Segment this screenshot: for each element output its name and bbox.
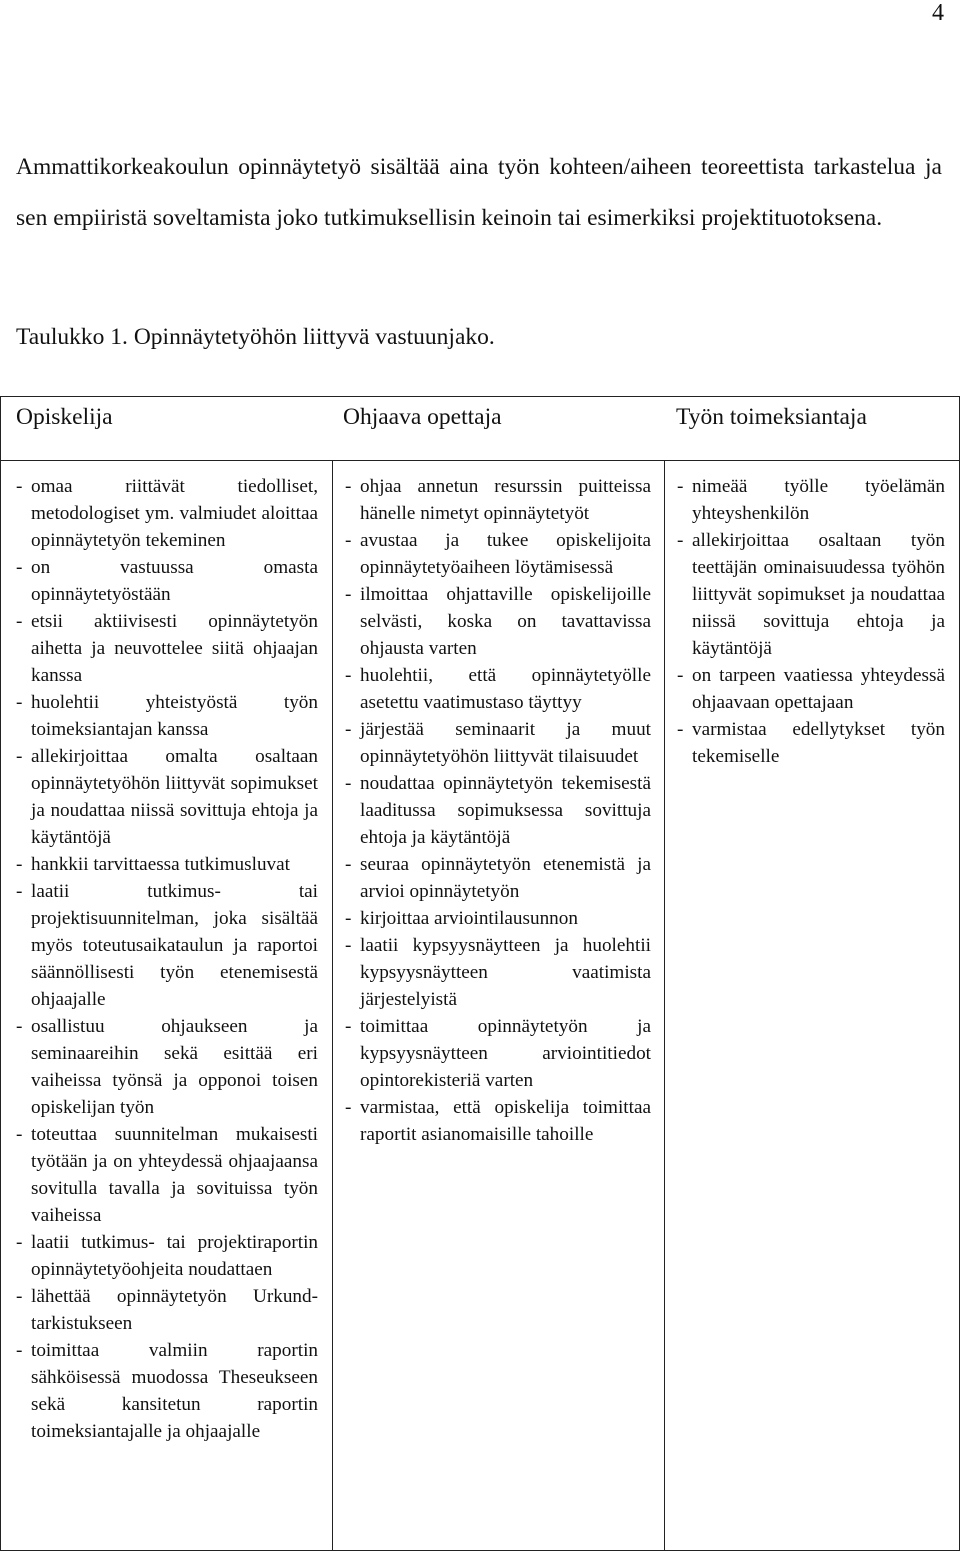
list-item-text: noudattaa opinnäytetyön tekemisestä laaditussa sopimuksessa sovittuja ehtoja ja käytäntöjä [360,773,651,848]
list-item [345,716,651,770]
list-item-text: laatii tutkimus- tai projektisuunnitelman, joka sisältää myös toteutusaikataulun ja raportoi säännöllisesti työn etenemisestä ohjaajalle [31,881,318,1010]
list-item [345,932,651,1013]
header-opiskelija: Opiskelija [16,404,113,430]
bullet-dash: - [16,1340,23,1361]
bullet-dash: - [16,854,23,875]
list-item [345,662,651,716]
list-item-text: toimittaa valmiin raportin sähköisessä muodossa Theseukseen sekä kansitetun raportin toimeksiantajalle ja ohjaajalle [31,1340,318,1442]
bullet-dash: - [677,476,684,497]
list-item [677,473,945,527]
list-item-text: lähettää opinnäytetyön Urkund-tarkistukseen [31,1286,318,1334]
list-item-text: järjestää seminaarit ja muut opinnäytetyöhön liittyvät tilaisuudet [360,719,651,767]
bullet-dash: - [16,881,23,902]
bullet-dash: - [16,611,23,632]
list-item-text: osallistuu ohjaukseen ja seminaareihin sekä esittää eri vaiheissa työnsä ja opponoi toisen opiskelijan työn [31,1016,318,1118]
list-item [16,554,318,608]
list-item-text: huolehtii, että opinnäytetyölle asetettu vaatimustaso täyttyy [360,665,651,713]
bullet-dash: - [16,746,23,767]
table-caption-label: Taulukko 1. [16,324,128,350]
bullet-dash: - [345,1016,352,1037]
column-ohjaava-opettaja [345,473,651,1148]
bullet-dash: - [345,908,352,929]
list-item [16,743,318,851]
list-item [16,1229,318,1283]
bullet-dash: - [16,557,23,578]
list-item [677,662,945,716]
list-item [345,1013,651,1094]
bullet-dash: - [677,530,684,551]
list-item [677,527,945,662]
list-item [345,473,651,527]
list-item-text: omaa riittävät tiedolliset, metodologiset ym. valmiudet aloittaa opinnäytetyön tekeminen [31,476,318,551]
bullet-dash: - [16,1232,23,1253]
list-item-text: kirjoittaa arviointilausunnon [360,908,578,929]
page-number: 4 [932,0,944,26]
list-item [677,716,945,770]
list-item [345,851,651,905]
list-item [16,689,318,743]
bullet-dash: - [345,854,352,875]
column-opiskelija [16,473,318,1445]
table-caption-text: Opinnäytetyöhön liittyvä vastuunjako. [133,324,495,350]
list-item [345,1094,651,1148]
bullet-dash: - [345,476,352,497]
bullet-dash: - [345,719,352,740]
bullet-dash: - [16,1286,23,1307]
table-header-row [1,397,959,461]
list-item [16,1121,318,1229]
list-item [16,608,318,689]
bullet-dash: - [16,1016,23,1037]
responsibility-list [677,473,945,770]
list-item [345,905,651,932]
bullet-dash: - [345,1097,352,1118]
bullet-dash: - [345,935,352,956]
list-item [345,527,651,581]
list-item-text: nimeää työlle työelämän yhteyshenkilön [692,476,945,524]
list-item-text: ilmoittaa ohjattaville opiskelijoille selvästi, koska on tavattavissa ohjausta varten [360,584,651,659]
table-caption [16,315,495,359]
list-item [345,581,651,662]
intro-paragraph: Ammattikorkeakoulun opinnäytetyö sisältää aina työn kohteen/aiheen teoreettista tarkastelua ja sen empiiristä soveltamista joko tutkimuksellisin keinoin tai esimerkiksi projektituotoksena. [16,154,942,231]
header-ohjaava-opettaja: Ohjaava opettaja [343,404,502,430]
list-item [345,770,651,851]
bullet-dash: - [345,773,352,794]
header-tyon-toimeksiantaja: Työn toimeksiantaja [676,404,867,430]
list-item-text: laatii kypsyysnäytteen ja huolehtii kypsyysnäytteen vaatimista järjestelyistä [360,935,651,1010]
list-item-text: etsii aktiivisesti opinnäytetyön aihetta ja neuvottelee siitä ohjaajan kanssa [31,611,318,686]
list-item-text: avustaa ja tukee opiskelijoita opinnäytetyöaiheen löytämisessä [360,530,651,578]
bullet-dash: - [677,665,684,686]
responsibility-list [345,473,651,1148]
list-item-text: hankkii tarvittaessa tutkimusluvat [31,854,290,875]
list-item [16,1013,318,1121]
column-tyon-toimeksiantaja [677,473,945,770]
responsibility-list [16,473,318,1445]
bullet-dash: - [345,584,352,605]
list-item-text: varmistaa, että opiskelija toimittaa raportit asianomaisille tahoille [360,1097,651,1145]
list-item-text: allekirjoittaa omalta osaltaan opinnäytetyöhön liittyvät sopimukset ja noudattaa niissä sovittuja ehtoja ja käytäntöjä [31,746,318,848]
list-item-text: on tarpeen vaatiessa yhteydessä ohjaavaan opettajaan [692,665,945,713]
list-item [16,1337,318,1445]
list-item-text: seuraa opinnäytetyön etenemistä ja arvioi opinnäytetyön [360,854,651,902]
list-item-text: toteuttaa suunnitelman mukaisesti työtään ja on yhteydessä ohjaajaansa sovitulla tavalla ja sovituissa työn vaiheissa [31,1124,318,1226]
list-item [16,851,318,878]
list-item [16,1283,318,1337]
list-item-text: huolehtii yhteistyöstä työn toimeksiantajan kanssa [31,692,318,740]
bullet-dash: - [16,476,23,497]
bullet-dash: - [16,1124,23,1145]
bullet-dash: - [345,530,352,551]
list-item [16,878,318,1013]
list-item-text: ohjaa annetun resurssin puitteissa hänelle nimetyt opinnäytetyöt [360,476,651,524]
bullet-dash: - [677,719,684,740]
list-item-text: laatii tutkimus- tai projektiraportin opinnäytetyöohjeita noudattaen [31,1232,318,1280]
responsibility-table [0,396,960,1551]
list-item [16,473,318,554]
column-divider [332,461,333,1550]
bullet-dash: - [16,692,23,713]
bullet-dash: - [345,665,352,686]
column-divider [664,461,665,1550]
list-item-text: on vastuussa omasta opinnäytetyöstään [31,557,318,605]
list-item-text: toimittaa opinnäytetyön ja kypsyysnäytteen arviointitiedot opintorekisteriä varten [360,1016,651,1091]
list-item-text: allekirjoittaa osaltaan työn teettäjän ominaisuudessa työhön liittyvät sopimukset ja noudattaa niissä sovittuja ehtoja ja käytäntöjä [692,530,945,659]
list-item-text: varmistaa edellytykset työn tekemiselle [692,719,945,767]
